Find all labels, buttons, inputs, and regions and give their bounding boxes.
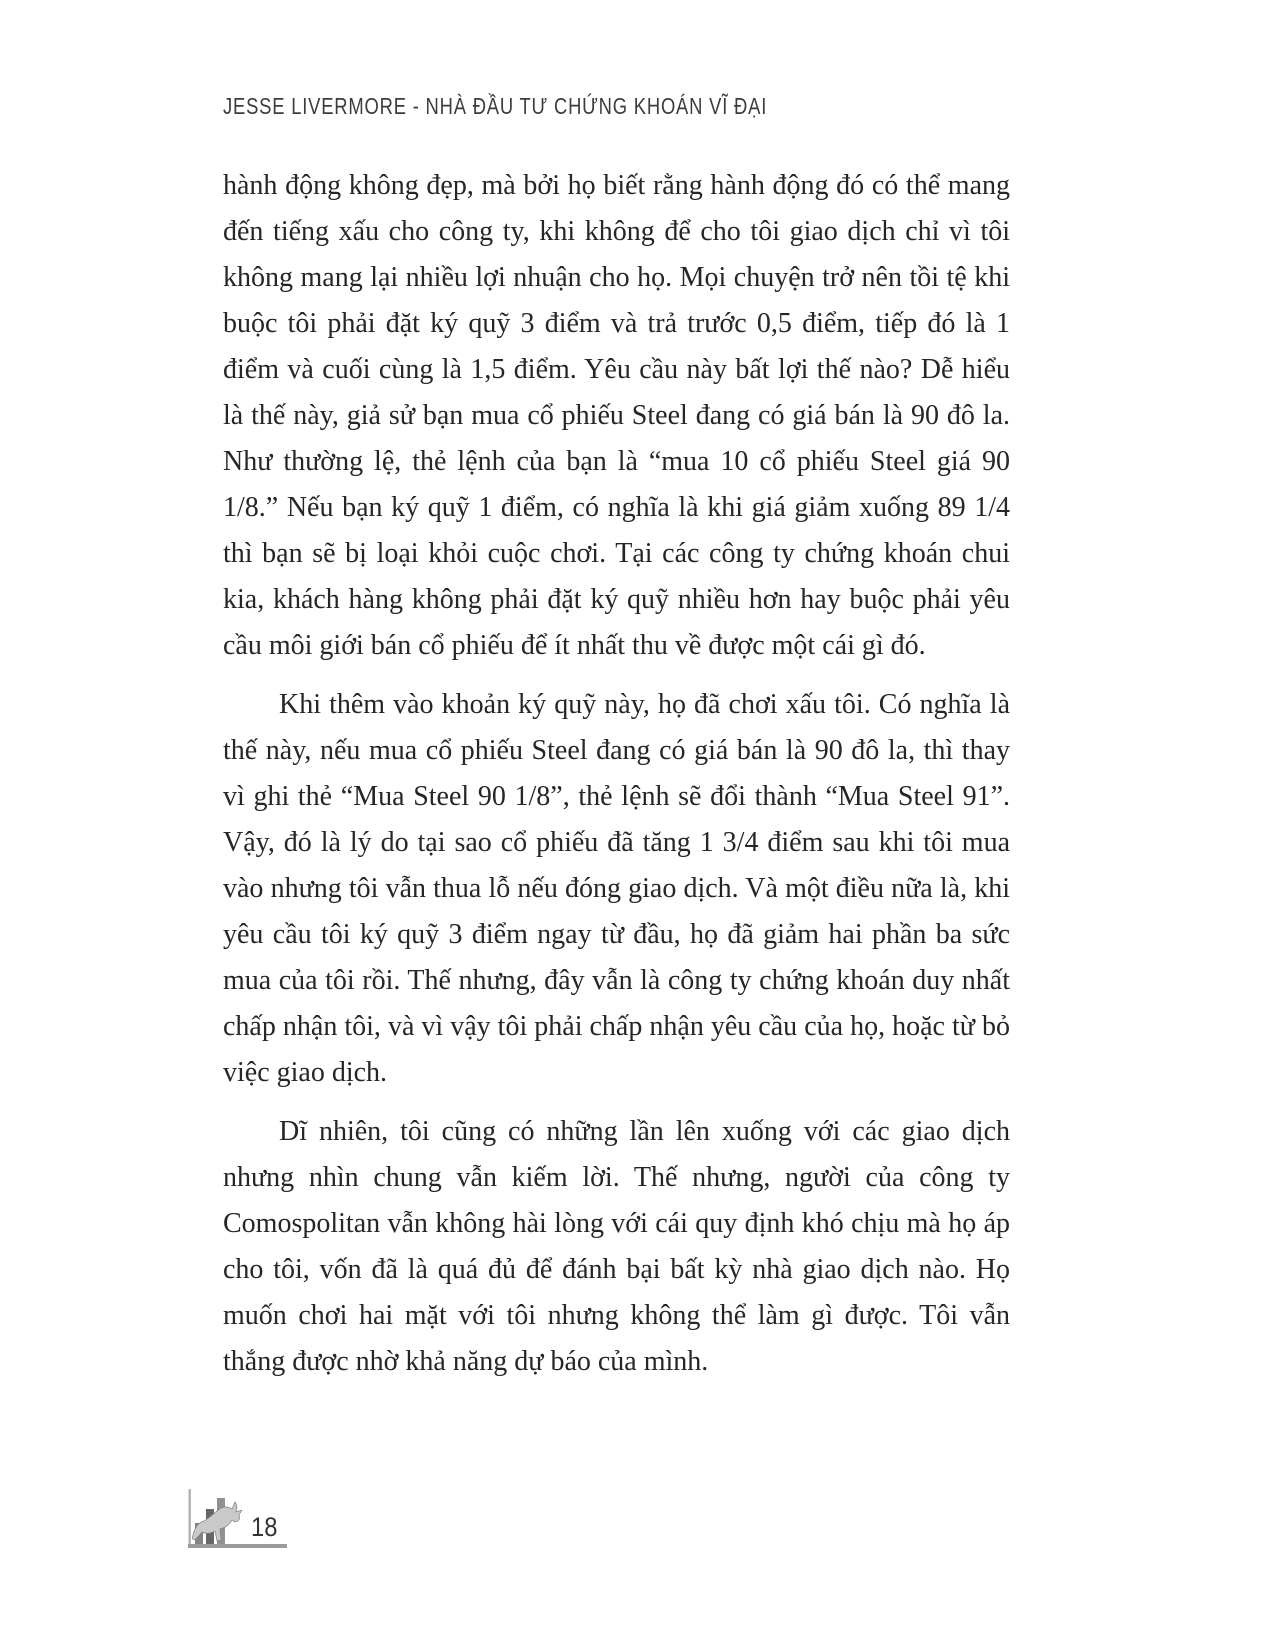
paragraph: Dĩ nhiên, tôi cũng có những lần lên xuống với các giao dịch nhưng nhìn chung vẫn kiếm lời. Thế nhưng, người của công ty Comospolitan vẫn không hài lòng với cái quy định khó chịu mà họ áp cho tôi, vốn đã là quá đủ để đánh bại bất kỳ nhà giao dịch nào. Họ muốn chơi hai mặt với tôi nhưng không thể làm gì được. Tôi vẫn thắng được nhờ khả năng dự báo của mình. — [223, 1116, 1010, 1377]
paragraph: hành động không đẹp, mà bởi họ biết rằng hành động đó có thể mang đến tiếng xấu cho công ty, khi không để cho tôi giao dịch chỉ vì tôi không mang lại nhiều lợi nhuận cho họ. Mọi chuyện trở nên tồi tệ khi buộc tôi phải đặt ký quỹ 3 điểm và trả trước 0,5 điểm, tiếp đó là 1 điểm và cuối cùng là 1,5 điểm. Yêu cầu này bất lợi thế nào? Dễ hiểu là thế này, giả sử bạn mua cổ phiếu Steel đang có giá bán là 90 đô la. Như thường lệ, thẻ lệnh của bạn là “mua 10 cổ phiếu Steel giá 90 1/8.” Nếu bạn ký quỹ 1 điểm, có nghĩa là khi giá giảm xuống 89 1/4 thì bạn sẽ bị loại khỏi cuộc chơi. Tại các công ty chứng khoán chui kia, khách hàng không phải đặt ký quỹ nhiều hơn hay buộc phải yêu cầu môi giới bán cổ phiếu để ít nhất thu về được một cái gì đó. — [223, 170, 1010, 661]
page-footer — [188, 1486, 287, 1548]
paragraph: Khi thêm vào khoản ký quỹ này, họ đã chơi xấu tôi. Có nghĩa là thế này, nếu mua cổ phiếu Steel đang có giá bán là 90 đô la, thì thay vì ghi thẻ “Mua Steel 90 1/8”, thẻ lệnh sẽ đổi thành “Mua Steel 91”. Vậy, đó là lý do tại sao cổ phiếu đã tăng 1 3/4 điểm sau khi tôi mua vào nhưng tôi vẫn thua lỗ nếu đóng giao dịch. Và một điều nữa là, khi yêu cầu tôi ký quỹ 3 điểm ngay từ đầu, họ đã giảm hai phần ba sức mua của tôi rồi. Thế nhưng, đây vẫn là công ty chứng khoán duy nhất chấp nhận tôi, và vì vậy tôi phải chấp nhận yêu cầu của họ, hoặc từ bỏ việc giao dịch. — [223, 689, 1010, 1088]
running-header: JESSE LIVERMORE - NHÀ ĐẦU TƯ CHỨNG KHOÁN VĨ ĐẠI — [223, 93, 768, 119]
page-number: 18 — [251, 1512, 278, 1542]
bull-over-bar-chart-logo-icon — [188, 1486, 242, 1544]
body-text — [223, 163, 1010, 1398]
